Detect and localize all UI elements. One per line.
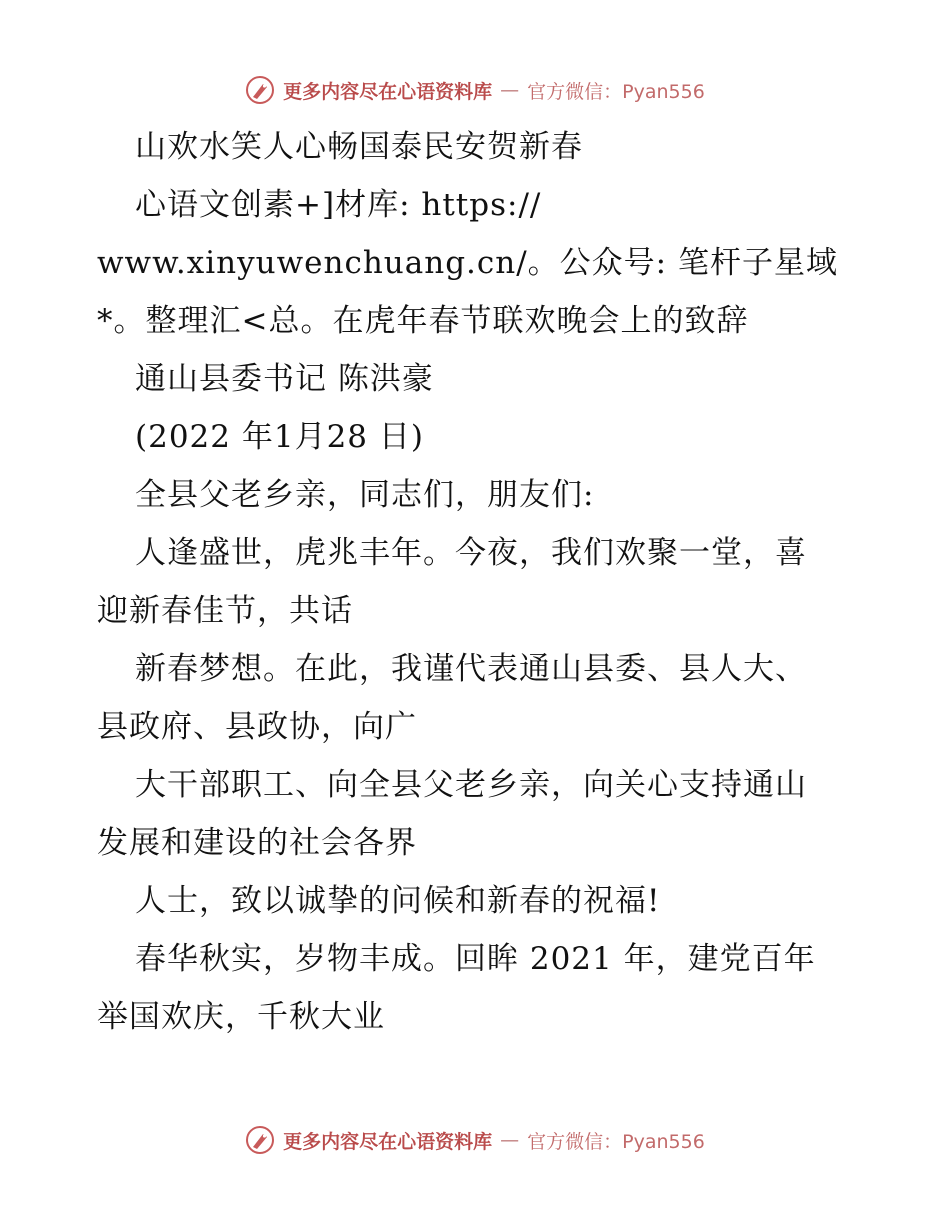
document-line: 山欢水笑人心畅国泰民安贺新春 <box>135 129 583 165</box>
footer-banner <box>0 1120 950 1160</box>
banner-wechat-text: 官方微信：Pyan556 <box>527 80 705 103</box>
header-banner <box>0 70 950 110</box>
banner-wechat-text: 官方微信：Pyan556 <box>527 1130 705 1153</box>
document-line: 全县父老乡亲，同志们，朋友们: <box>135 477 595 513</box>
document-line: 春华秋实，岁物丰成。回眸 2021 年，建党百年 <box>135 941 816 977</box>
document-line: (2022 年1月28 日) <box>135 419 424 455</box>
document-line: 人逢盛世，虎兆丰年。今夜，我们欢聚一堂，喜 <box>135 535 807 571</box>
document-line: 人士，致以诚挚的问候和新春的祝福! <box>135 883 661 919</box>
document-line: 举国欢庆，千秋大业 <box>97 999 385 1035</box>
document-line: 通山县委书记 陈洪豪 <box>135 361 434 397</box>
document-body <box>97 118 857 1046</box>
document-line: 新春梦想。在此，我谨代表通山县委、县人大、 <box>135 651 807 687</box>
document-line: 迎新春佳节，共话 <box>97 593 353 629</box>
banner-brand-text: 更多内容尽在心语资料库 <box>283 1130 493 1153</box>
pen-nib-icon <box>245 75 275 105</box>
document-line: 县政府、县政协，向广 <box>97 709 417 745</box>
document-line: *。整理汇<总。在虎年春节联欢晚会上的致辞 <box>97 303 749 339</box>
banner-separator: — <box>500 79 520 101</box>
pen-nib-icon <box>245 1125 275 1155</box>
document-line: 大干部职工、向全县父老乡亲，向关心支持通山 <box>135 767 807 803</box>
document-line: www.xinyuwenchuang.cn/。公众号: 笔杆子星域 <box>97 245 838 281</box>
document-line: 心语文创素+]材库: https:// <box>135 187 542 223</box>
document-line: 发展和建设的社会各界 <box>97 825 417 861</box>
banner-brand-text: 更多内容尽在心语资料库 <box>283 80 493 103</box>
banner-separator: — <box>500 1129 520 1151</box>
